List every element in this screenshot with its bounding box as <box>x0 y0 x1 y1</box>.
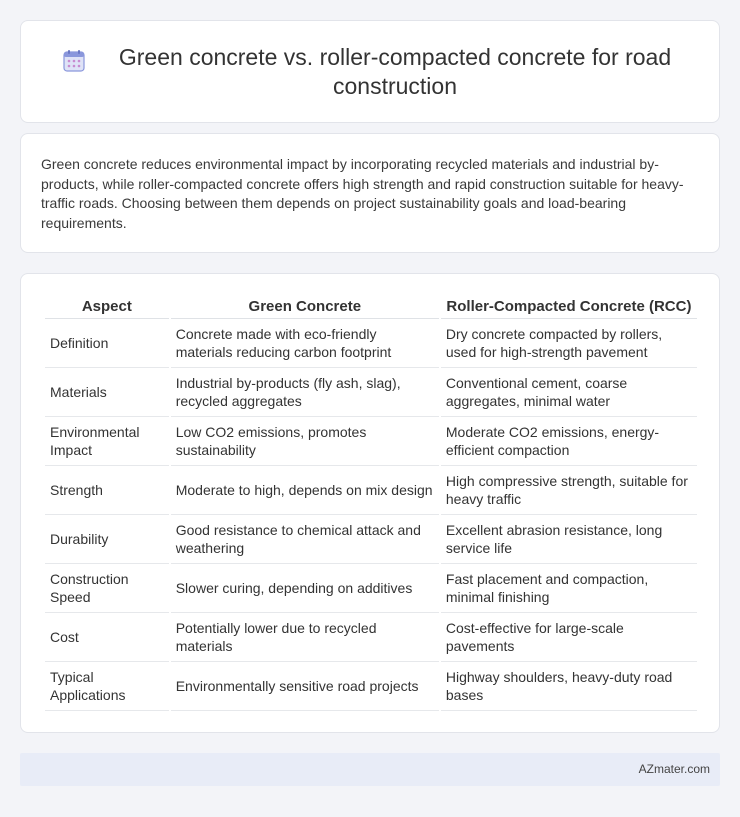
aspect-cell: Materials <box>45 368 169 417</box>
rcc-cell: Moderate CO2 emissions, energy-efficient compaction <box>441 417 697 466</box>
aspect-cell: Cost <box>45 613 169 662</box>
table-row <box>45 515 697 564</box>
intro-text: Green concrete reduces environmental impact by incorporating recycled materials and industrial by-products, while roller-compacted concrete offers high strength and rapid construction suitable for heavy-traffic roads. Choosing between them depends on project sustainability goals and load-bearing requirements. <box>41 156 684 231</box>
intro-card <box>20 133 720 253</box>
aspect-cell: Environmental Impact <box>45 417 169 466</box>
rcc-cell: Highway shoulders, heavy-duty road bases <box>441 662 697 711</box>
aspect-cell: Durability <box>45 515 169 564</box>
green-cell: Potentially lower due to recycled materials <box>171 613 439 662</box>
aspect-cell: Strength <box>45 466 169 515</box>
green-cell: Good resistance to chemical attack and weathering <box>171 515 439 564</box>
table-row <box>45 417 697 466</box>
header-rcc: Roller-Compacted Concrete (RCC) <box>441 294 697 319</box>
table-row <box>45 662 697 711</box>
footer-brand[interactable]: AZmater.com <box>638 762 710 776</box>
rcc-cell: High compressive strength, suitable for heavy traffic <box>441 466 697 515</box>
calendar-icon <box>61 48 87 74</box>
table-row <box>45 319 697 368</box>
table-row <box>45 564 697 613</box>
aspect-cell: Typical Applications <box>45 662 169 711</box>
header-aspect: Aspect <box>45 294 169 319</box>
footer <box>20 753 720 786</box>
rcc-cell: Conventional cement, coarse aggregates, minimal water <box>441 368 697 417</box>
title-wrap <box>61 43 689 101</box>
green-cell: Slower curing, depending on additives <box>171 564 439 613</box>
table-row <box>45 466 697 515</box>
aspect-cell: Definition <box>45 319 169 368</box>
green-cell: Low CO2 emissions, promotes sustainability <box>171 417 439 466</box>
rcc-cell: Excellent abrasion resistance, long service life <box>441 515 697 564</box>
rcc-cell: Cost-effective for large-scale pavements <box>441 613 697 662</box>
green-cell: Concrete made with eco-friendly materials reducing carbon footprint <box>171 319 439 368</box>
table-header-row <box>45 294 697 319</box>
table-row <box>45 368 697 417</box>
title-card <box>20 20 720 123</box>
green-cell: Industrial by-products (fly ash, slag), recycled aggregates <box>171 368 439 417</box>
comparison-card <box>20 273 720 733</box>
green-cell: Moderate to high, depends on mix design <box>171 466 439 515</box>
page-title: Green concrete vs. roller-compacted concrete for road construction <box>118 44 672 99</box>
table-row <box>45 613 697 662</box>
rcc-cell: Dry concrete compacted by rollers, used for high-strength pavement <box>441 319 697 368</box>
header-green-concrete: Green Concrete <box>171 294 439 319</box>
comparison-table <box>43 294 699 711</box>
green-cell: Environmentally sensitive road projects <box>171 662 439 711</box>
rcc-cell: Fast placement and compaction, minimal finishing <box>441 564 697 613</box>
aspect-cell: Construction Speed <box>45 564 169 613</box>
